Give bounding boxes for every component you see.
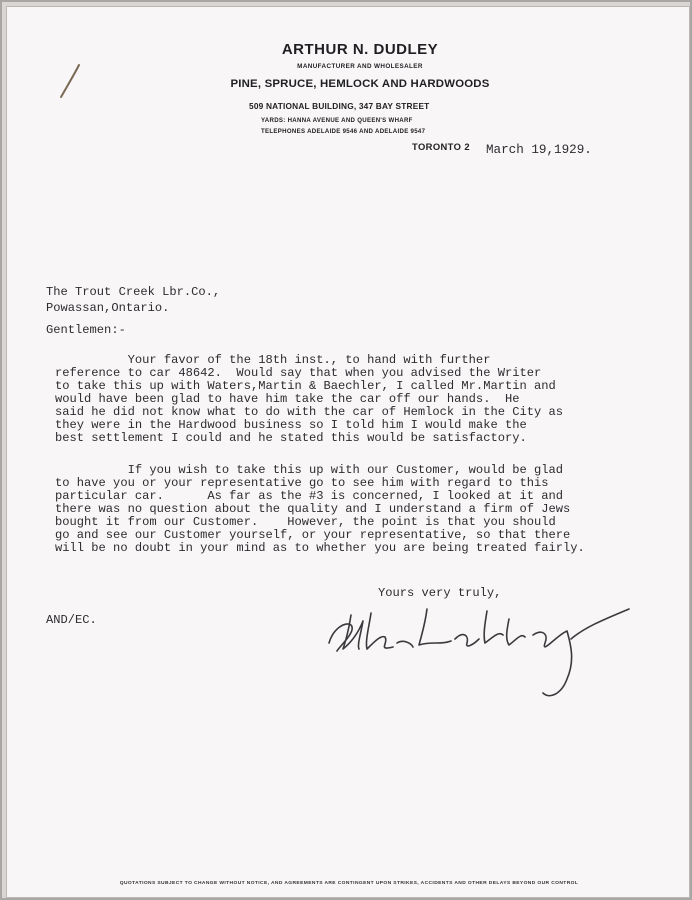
recipient-line-2: Powassan,Ontario. (46, 301, 170, 315)
company-name: ARTHUR N. DUDLEY (281, 41, 439, 58)
ink-mark (55, 61, 83, 101)
handwritten-signature (323, 599, 635, 705)
body-paragraph-1: Your favor of the 18th inst., to hand with further reference to car 48642. Would say that when you advised the Writer to take this up with Waters,Martin & Baechler, I called Mr.Martin and would have been glad to have him take the car off our hands. He said he did not know what to do with the car of Hemlock in the City as they were in the Hardwood business so I told him I would make the best settlement I could and he stated this would be satisfactory. (55, 353, 564, 445)
letter-page (6, 6, 690, 898)
company-products: PINE, SPRUCE, HEMLOCK AND HARDWOODS (230, 78, 490, 90)
company-subtitle: MANUFACTURER AND WHOLESALER (297, 63, 423, 70)
company-yards: YARDS: HANNA AVENUE AND QUEEN'S WHARF (261, 117, 413, 124)
typist-initials: AND/EC. (46, 613, 97, 627)
recipient-line-1: The Trout Creek Lbr.Co., (46, 285, 221, 299)
letterhead (225, 41, 495, 90)
company-telephones: TELEPHONES ADELAIDE 9546 AND ADELAIDE 9547 (261, 128, 426, 135)
salutation: Gentlemen:- (46, 323, 126, 337)
company-address: 509 NATIONAL BUILDING, 347 BAY STREET (249, 101, 430, 111)
body-paragraph-2: If you wish to take this up with our Customer, would be glad to have you or your representative go to see him with regard to this particular car. As far as the #3 is concerned, I looked at it and there was no question about the quality and I understand a firm of Jews bought it from our Customer. However, the point is that you should go and see our Customer yourself, or your representative, so that there will be no doubt in your mind as to whether you are being treated fairly. (55, 463, 585, 555)
company-city: TORONTO 2 (412, 141, 470, 152)
footer-disclaimer: QUOTATIONS SUBJECT TO CHANGE WITHOUT NOTICE, AND AGREEMENTS ARE CONTINGENT UPON STRIKES, ACCIDENTS AND OTHER DELAYS BEYOND OUR CONTROL (119, 881, 579, 886)
letter-date: March 19,1929. (486, 143, 592, 157)
closing: Yours very truly, (378, 586, 502, 600)
